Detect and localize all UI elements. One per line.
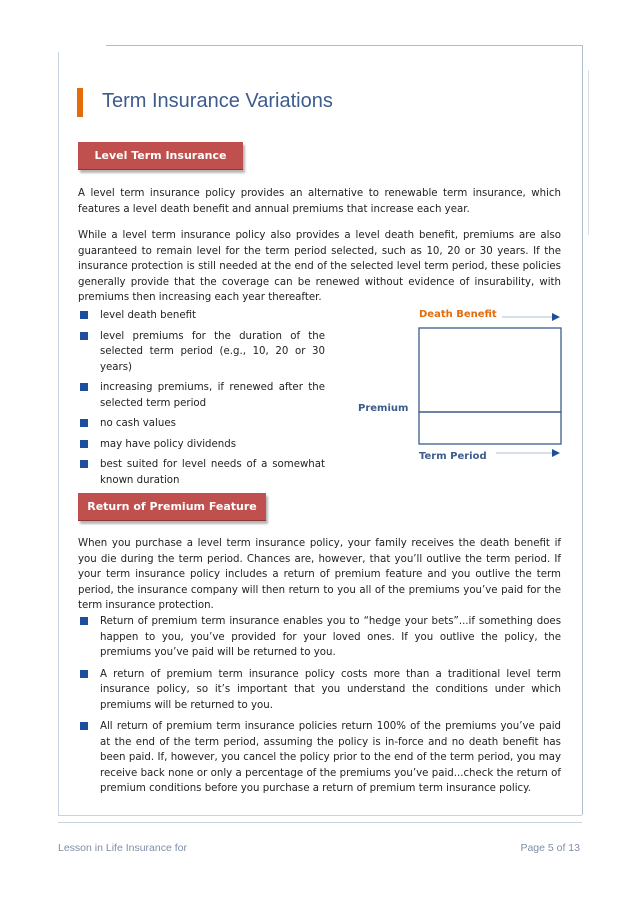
diagram-graphic (410, 305, 570, 465)
return-of-premium-paragraph: When you purchase a level term insurance policy, your family receives the death benefit if you die during the term period. Chances are, however, that you’ll outlive the term period. If your term insurance policy includes a return of premium feature and you outlive the term period, the insurance company will then return to you all of the premiums you’ve paid for the term insurance protection. (78, 538, 561, 611)
list-item (78, 614, 561, 661)
death-benefit-arrow-head-icon (552, 313, 560, 321)
frame-left-line (58, 52, 59, 815)
bullet-text: increasing premiums, if renewed after the selected term period (100, 382, 325, 409)
square-bullet-icon (80, 440, 88, 448)
square-bullet-icon (80, 460, 88, 468)
bullet-text: may have policy dividends (100, 438, 237, 450)
bullet-text: no cash values (100, 418, 176, 429)
page-title: Term Insurance Variations (102, 90, 333, 112)
square-bullet-icon (80, 722, 88, 730)
list-item (78, 437, 325, 453)
term-period-arrow-head-icon (552, 449, 560, 457)
level-term-paragraph-2: While a level term insurance policy also provides a level death benefit, premiums are also guaranteed to remain level for the term period selected, such as 10, 20 or 30 years. If the insurance protection is still needed at the end of the selected level term period, these policies generally provide that the coverage can be renewed without evidence of insurability, with premiums then increasing each year thereafter. (78, 230, 561, 303)
bullet-text: best suited for level needs of a somewhat known duration (100, 459, 325, 486)
death-benefit-label: Death Benefit (419, 309, 497, 320)
bullet-text: A return of premium term insurance policy costs more than a traditional level term insurance policy, so it’s important that you understand the conditions under which premiums will be returned to you. (100, 668, 561, 711)
square-bullet-icon (80, 332, 88, 340)
square-bullet-icon (80, 670, 88, 678)
frame-right-line (582, 45, 583, 815)
list-item (78, 719, 561, 797)
level-term-paragraph-1: A level term insurance policy provides an alternative to renewable term insurance, which features a level death benefit and annual premiums that increase each year. (78, 188, 561, 215)
square-bullet-icon (80, 617, 88, 625)
bullet-text: All return of premium term insurance policies return 100% of the premiums you’ve paid at the end of the term period, assuming the policy is in-force and no death benefit has been paid. If, however, you cancel the policy prior to the end of the term period, you may receive back none or only a percentage of the premiums you’ve paid...check the return of premium conditions before you purchase a return of premium term insurance policy. (100, 721, 561, 794)
bullet-text: level premiums for the duration of the selected term period (e.g., 10, 20 or 30 years) (100, 330, 325, 373)
square-bullet-icon (80, 311, 88, 319)
list-item (78, 667, 561, 714)
footer-divider (58, 822, 582, 823)
square-bullet-icon (80, 419, 88, 427)
frame-top-line (106, 45, 582, 46)
premium-box (419, 412, 561, 444)
list-item (78, 380, 325, 411)
square-bullet-icon (80, 383, 88, 391)
return-of-premium-bullet-list (78, 614, 561, 797)
premium-label: Premium (358, 403, 409, 414)
return-of-premium-heading: Return of Premium Feature (78, 493, 266, 521)
frame-bottom-line (58, 815, 582, 816)
level-term-bullet-list (78, 308, 325, 488)
title-accent-bar (77, 88, 83, 117)
list-item (78, 329, 325, 376)
bullet-text: level death benefit (100, 310, 197, 321)
list-item (78, 308, 325, 324)
list-item (78, 457, 325, 488)
footer-lesson-title: Lesson in Life Insurance for (58, 842, 187, 854)
footer-page-number: Page 5 of 13 (520, 842, 580, 854)
frame-outer-tick (588, 70, 589, 235)
term-period-label: Term Period (419, 451, 487, 462)
death-benefit-box (419, 328, 561, 412)
level-term-heading: Level Term Insurance (78, 142, 243, 170)
list-item (78, 416, 325, 432)
bullet-text: Return of premium term insurance enables you to “hedge your bets”...if something does happen to you, you’ve provided for your loved ones. If you outlive the policy, the premiums you’ve paid will be returned to you. (100, 616, 561, 658)
